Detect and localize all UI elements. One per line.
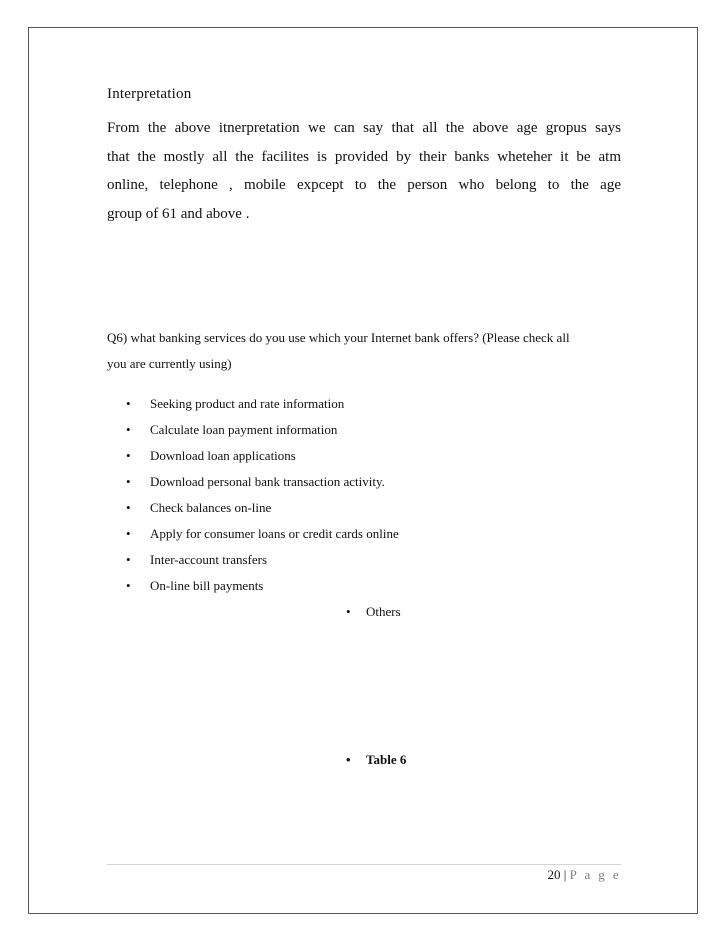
page-number: 20 [547, 867, 561, 882]
page-footer [548, 867, 621, 883]
table-caption [346, 752, 406, 768]
list-item-label: Calculate loan payment information [150, 422, 338, 437]
question-line: Q6) what banking services do you use which your Internet bank offers? (Please check all [107, 330, 570, 345]
list-item [126, 395, 399, 421]
bullet-icon: • [126, 448, 131, 463]
bullet-icon: • [126, 526, 131, 541]
bullet-icon: • [126, 474, 131, 489]
list-item [126, 577, 399, 603]
bullet-icon: • [126, 422, 131, 437]
list-item [126, 525, 399, 551]
list-item-label: Download personal bank transaction activity. [150, 474, 385, 489]
list-item-label: Apply for consumer loans or credit cards online [150, 526, 399, 541]
list-item-label: Download loan applications [150, 448, 296, 463]
list-item-label: On-line bill payments [150, 578, 264, 593]
paragraph-line: group of 61 and above . [107, 205, 250, 222]
list-item [126, 473, 399, 499]
list-item [126, 551, 399, 577]
question-line: you are currently using) [107, 356, 232, 371]
list-item-label: Check balances on-line [150, 500, 272, 515]
bullet-icon: • [126, 396, 131, 411]
paragraph-line: online, telephone , mobile expcept to the person who belong to the age [107, 177, 621, 193]
list-item [126, 447, 399, 473]
section-heading: Interpretation [107, 86, 192, 102]
services-list [126, 395, 399, 603]
bullet-icon: • [346, 604, 351, 619]
bullet-icon: • [346, 752, 351, 767]
table-caption-label: Table 6 [366, 752, 407, 767]
paragraph-line: that the mostly all the facilites is provided by their banks wheteher it be atm [107, 148, 621, 165]
footer-divider [107, 864, 621, 865]
others-item [346, 604, 401, 620]
footer-separator: | [560, 867, 570, 882]
interpretation-paragraph [107, 114, 621, 228]
list-item [126, 421, 399, 447]
others-label: Others [366, 604, 401, 619]
list-item [126, 499, 399, 525]
paragraph-line: From the above itnerpretation we can say that all the above age gropus says [107, 120, 621, 136]
page-word: P a g e [569, 867, 621, 882]
list-item-label: Seeking product and rate information [150, 396, 345, 411]
bullet-icon: • [126, 552, 131, 567]
question-text [107, 325, 627, 377]
bullet-icon: • [126, 500, 131, 515]
list-item-label: Inter-account transfers [150, 552, 268, 567]
bullet-icon: • [126, 578, 131, 593]
